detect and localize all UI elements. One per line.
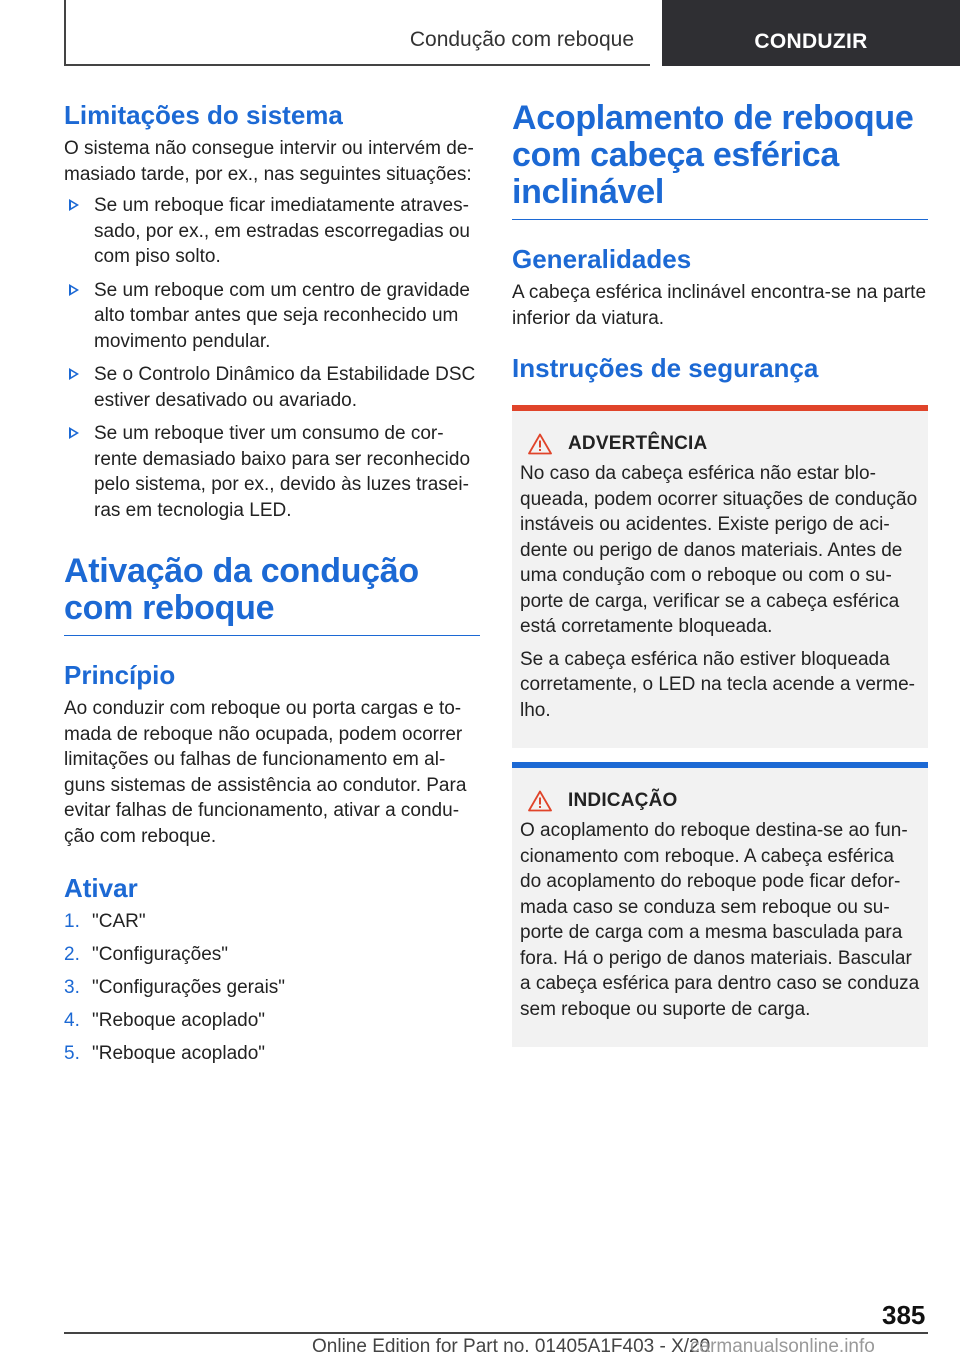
general-text: A cabeça esférica inclinável encontra-se na parte inferior da viatura. xyxy=(512,282,927,329)
warning-label: ADVERTÊNCIA xyxy=(568,433,708,454)
list-item: 1. "CAR" xyxy=(64,911,146,932)
warning-box xyxy=(512,405,928,748)
left-column xyxy=(64,100,480,1074)
right-column xyxy=(512,100,928,1047)
list-item: Se o Controlo Dinâmico da Estabilidade DSC estiver desativado ou avariado. xyxy=(64,362,480,413)
header-left-rule xyxy=(64,0,66,66)
triangle-bullet-icon xyxy=(69,284,79,296)
header-bottom-rule xyxy=(64,64,650,66)
activate-steps xyxy=(64,909,480,1066)
limitations-list xyxy=(64,193,480,523)
note-header xyxy=(520,790,920,812)
triangle-bullet-icon xyxy=(69,427,79,439)
limitations-intro: O sistema não consegue intervir ou intervém demasiado tarde, por ex., nas seguintes situações: xyxy=(64,138,474,185)
caution-triangle-icon xyxy=(528,790,552,812)
activate-heading: Ativar xyxy=(64,873,138,903)
safety-heading: Instruções de segurança xyxy=(512,353,819,383)
principle-text: Ao conduzir com reboque ou porta cargas e tomada de reboque não ocupada, podem ocorrer limitações ou falhas de funcionamento em alguns sistemas de assistência ao condutor. Para evitar falhas de funcionamento, ativar a condução com reboque. xyxy=(64,698,467,847)
note-text: O acoplamento do reboque destina-se ao funcionamento com reboque. A cabeça esférica do acoplamento do reboque pode ficar deformada caso se conduza sem reboque ou suporte de carga com a mesma basculada para fora. Há o perigo de danos materiais. Bascular a cabeça esférica para dentro caso se conduza sem reboque ou suporte de carga. xyxy=(520,820,920,1020)
warning-triangle-icon xyxy=(528,433,552,455)
principle-heading: Princípio xyxy=(64,660,176,690)
triangle-bullet-icon xyxy=(69,368,79,380)
header-section-title: Condução com reboque xyxy=(409,28,634,51)
list-item: 5. "Reboque acoplado" xyxy=(64,1043,266,1064)
note-label: INDICAÇÃO xyxy=(568,790,678,811)
footer-rule xyxy=(64,1332,928,1334)
footer-watermark: carmanualsonline.info xyxy=(690,1336,875,1357)
general-heading: Generalidades xyxy=(512,244,692,274)
warning-header xyxy=(520,433,920,455)
note-box xyxy=(512,762,928,1047)
warning-text-2: Se a cabeça esférica não estiver bloqueada corretamente, o LED na tecla acende a vermelho. xyxy=(520,648,915,721)
warning-text: No caso da cabeça esférica não estar bloqueada, podem ocorrer situações de condução instáveis ou acidentes. Existe perigo de acidente ou perigo de danos materiais. Antes de uma condução com o reboque ou com o suporte de carga, verificar se a cabeça esférica está corretamente bloqueada. xyxy=(520,463,918,637)
limitations-heading: Limitações do sistema xyxy=(64,100,343,130)
list-item: 2. "Configurações" xyxy=(64,944,229,965)
coupling-heading: Acoplamento de reboque com cabeça esférica inclinável xyxy=(512,100,928,220)
triangle-bullet-icon xyxy=(69,199,79,211)
list-item: Se um reboque tiver um consumo de corrente demasiado baixo para ser reconhecido pelo sistema, por ex., devido às luzes traseiras em tecnologia LED. xyxy=(64,421,480,523)
header-chapter-tab: CONDUZIR xyxy=(662,0,960,66)
list-item: Se um reboque com um centro de gravidade alto tombar antes que seja reconhecido um movimento pendular. xyxy=(64,278,480,355)
list-item: 4. "Reboque acoplado" xyxy=(64,1010,266,1031)
footer-edition: Online Edition for Part no. 01405A1F403 - X/20 xyxy=(312,1336,711,1357)
list-item: 3. "Configurações gerais" xyxy=(64,977,286,998)
list-item: Se um reboque ficar imediatamente atravessado, por ex., em estradas escorregadias ou com piso solto. xyxy=(64,193,480,270)
page-number: 385 xyxy=(882,1300,926,1330)
activation-heading: Ativação da condução com reboque xyxy=(64,553,480,636)
